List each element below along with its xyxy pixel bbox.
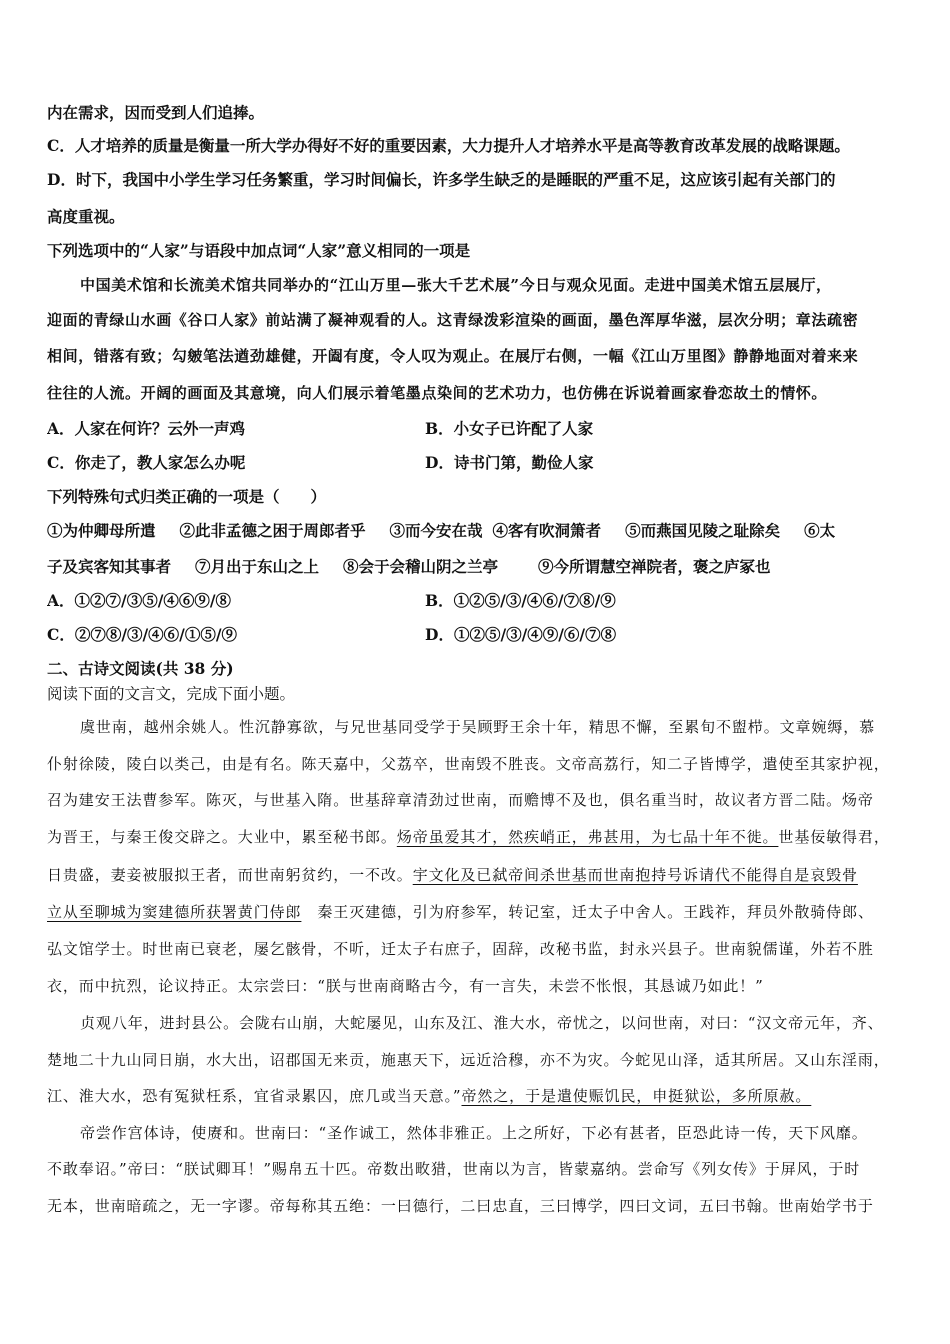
wenyan-p2-line-3: 江、淮大水，恐有冤狱枉系，宜省录累囚，庶几或当天意。”帝然之，于是遣使赈饥民，申挺狱讼，多所原赦。: [47, 1087, 812, 1105]
jushi-option-a[interactable]: A．①②⑦/③⑤/④⑥⑨/⑧: [47, 591, 232, 610]
sentence-item: ①为仲卿母所遣: [47, 521, 156, 540]
sentence-item: ⑥太: [804, 521, 836, 540]
wenyan-p1-line-1: 虞世南，越州余姚人。性沉静寡欲，与兄世基同受学于吴顾野王余十年，精思不懈，至累旬不盥栉。文章婉缛，慕: [80, 718, 876, 736]
option-d[interactable]: D．诗书门第，勤俭人家: [425, 453, 594, 472]
passage-line-1: 中国美术馆和长流美术馆共同举办的“江山万里—张大千艺术展”今日与观众见面。走进中国美术馆五层展厅，: [80, 276, 832, 294]
sentence-list-line-1: [47, 520, 907, 542]
option-c[interactable]: C．你走了，教人家怎么办呢: [47, 453, 246, 472]
wenyan-p3-line-3: 无本，世南暗疏之，无一字谬。帝每称其五绝：一曰德行，二曰忠直，三曰博学，四曰文词，五曰书翰。世南始学书于: [47, 1197, 874, 1215]
sentence-item: ⑧会于会稽山阴之兰亭: [343, 557, 499, 576]
wenyan-p1-line-3: 召为建安王法曹参军。陈灭，与世基入隋。世基辞章清劲过世南，而赡博不及也，俱名重当时，故议者方晋二陆。炀帝: [47, 791, 874, 809]
option-b[interactable]: B．小女子已许配了人家: [425, 419, 594, 438]
passage-line-2: 迎面的青绿山水画《谷口人家》前站满了凝神观看的人。这青绿泼彩渲染的画面，墨色浑厚华滋，层次分明；章法疏密: [47, 311, 859, 329]
wenyan-p2-line-1: 贞观八年，进封县公。会陇右山崩，大蛇屡见，山东及江、淮大水，帝忧之，以问世南，对曰：“汉文帝元年，齐、: [80, 1014, 884, 1032]
jushi-options-row-ab: [47, 590, 907, 612]
section-heading: 二、古诗文阅读(共 38 分): [47, 659, 234, 678]
wenyan-p1-line-6: 立从至聊城为窦建德所获署黄门侍郎 秦王灭建德，引为府参军，转记室，迁太子中舍人。王践祚，拜员外散骑侍郎、: [47, 903, 874, 921]
jushi-option-b[interactable]: B．①②⑤/③/④⑥/⑦⑧/⑨: [425, 591, 616, 610]
jushi-option-c[interactable]: C．②⑦⑧/③/④⑥/①⑤/⑨: [47, 625, 237, 644]
jushi-options-row-cd: [47, 624, 907, 646]
sentence-item: ④客有吹洞箫者: [492, 521, 602, 540]
underlined-sentence: 宇文化及已弑帝间杀世基而世南抱持号诉请代不能得自是哀毁骨: [412, 866, 858, 884]
sentence-list-line-2: [47, 556, 907, 578]
wenyan-p1-line-8: 衣，而中抗烈，论议持正。太宗尝曰：“朕与世南商略古今，有一言失，未尝不怅恨，其恳诚乃如此！”: [47, 977, 764, 995]
wenyan-p2-line-2: 楚地二十九山同日崩，水大出，诏郡国无来贡，施惠天下，远近洽穆，亦不为灾。今蛇见山泽，适其所居。又山东淫雨，: [47, 1051, 890, 1069]
sentence-item: 子及宾客知其事者: [47, 557, 172, 576]
jushi-option-d[interactable]: D．①②⑤/③/④⑨/⑥/⑦⑧: [425, 625, 617, 644]
wenyan-p3-line-2: 不敢奉诏。”帝曰：“朕试卿耳！”赐帛五十匹。帝数出畋猎，世南以为言，皆蒙嘉纳。尝命写《列女传》于屏风，于时: [47, 1160, 861, 1178]
sentence-item: ⑤而燕国见陵之耻除矣: [625, 521, 781, 540]
section-instruction: 阅读下面的文言文，完成下面小题。: [47, 685, 296, 703]
options-row-ab: [47, 418, 907, 440]
wenyan-p1-line-2: 仆射徐陵，陵白以类己，由是有名。陈天嘉中，父荔卒，世南毁不胜丧。文帝高荔行，知二子皆博学，遣使至其家护视，: [47, 755, 890, 773]
options-row-cd: [47, 452, 907, 474]
underlined-sentence: 炀帝虽爱其才，然疾峭正，弗甚用，为七品十年不徙。: [396, 828, 779, 846]
prev-option-c: C．人才培养的质量是衡量一所大学办得好不好的重要因素，大力提升人才培养水平是高等教育改革发展的战略课题。: [47, 136, 850, 155]
sentence-item: ②此非孟德之困于周郎者乎: [179, 521, 366, 540]
prev-option-d-line2: 高度重视。: [47, 207, 125, 226]
passage-line-3: 相间，错落有致；勾皴笔法遒劲雄健，开阖有度，令人叹为观止。在展厅右侧，一幅《江山万里图》静静地面对着来来: [47, 347, 859, 365]
wenyan-p1-line-5: 日贵盛，妻妾被服拟王者，而世南躬贫约，一不改。宇文化及已弑帝间杀世基而世南抱持号诉请代不能得自是哀毁骨: [47, 866, 858, 884]
question-stem-renjia: 下列选项中的“人家”与语段中加点词“人家”意义相同的一项是: [47, 241, 471, 260]
option-a[interactable]: A．人家在何许？云外一声鸡: [47, 419, 246, 438]
sentence-item: ⑦月出于东山之上: [195, 557, 320, 576]
question-stem-jushi: 下列特殊句式归类正确的一项是（ ）: [47, 487, 327, 506]
wenyan-p1-line-7: 弘文馆学士。时世南已衰老，屡乞骸骨，不听，迁太子右庶子，固辞，改秘书监，封永兴县子。世南貌儒谨，外若不胜: [47, 940, 874, 958]
sentence-item: ③而今安在哉: [389, 521, 483, 540]
underlined-sentence: 立从至聊城为窦建德所获署黄门侍郎: [47, 903, 302, 921]
prev-option-continuation: 内在需求，因而受到人们追捧。: [47, 103, 265, 122]
prev-option-d-line1: D．时下，我国中小学生学习任务繁重，学习时间偏长，许多学生缺乏的是睡眠的严重不足，这应该引起有关部门的: [47, 170, 836, 189]
sentence-item: ⑨今所谓慧空禅院者，褒之庐冢也: [538, 557, 771, 576]
wenyan-p1-line-4: 为晋王，与秦王俊交辟之。大业中，累至秘书郎。炀帝虽爱其才，然疾峭正，弗甚用，为七品十年不徙。世基佞敏得君，: [47, 828, 890, 846]
underlined-sentence: 帝然之，于是遣使赈饥民，申挺狱讼，多所原赦。: [461, 1087, 812, 1105]
wenyan-p3-line-1: 帝尝作宫体诗，使赓和。世南曰：“圣作诚工，然体非雅正。上之所好，下必有甚者，臣恐此诗一传，天下风靡。: [80, 1124, 868, 1142]
passage-line-4: 往往的人流。开阔的画面及其意境，向人们展示着笔墨点染间的艺术功力，也仿佛在诉说着画家眷恋故土的情怀。: [47, 384, 828, 402]
